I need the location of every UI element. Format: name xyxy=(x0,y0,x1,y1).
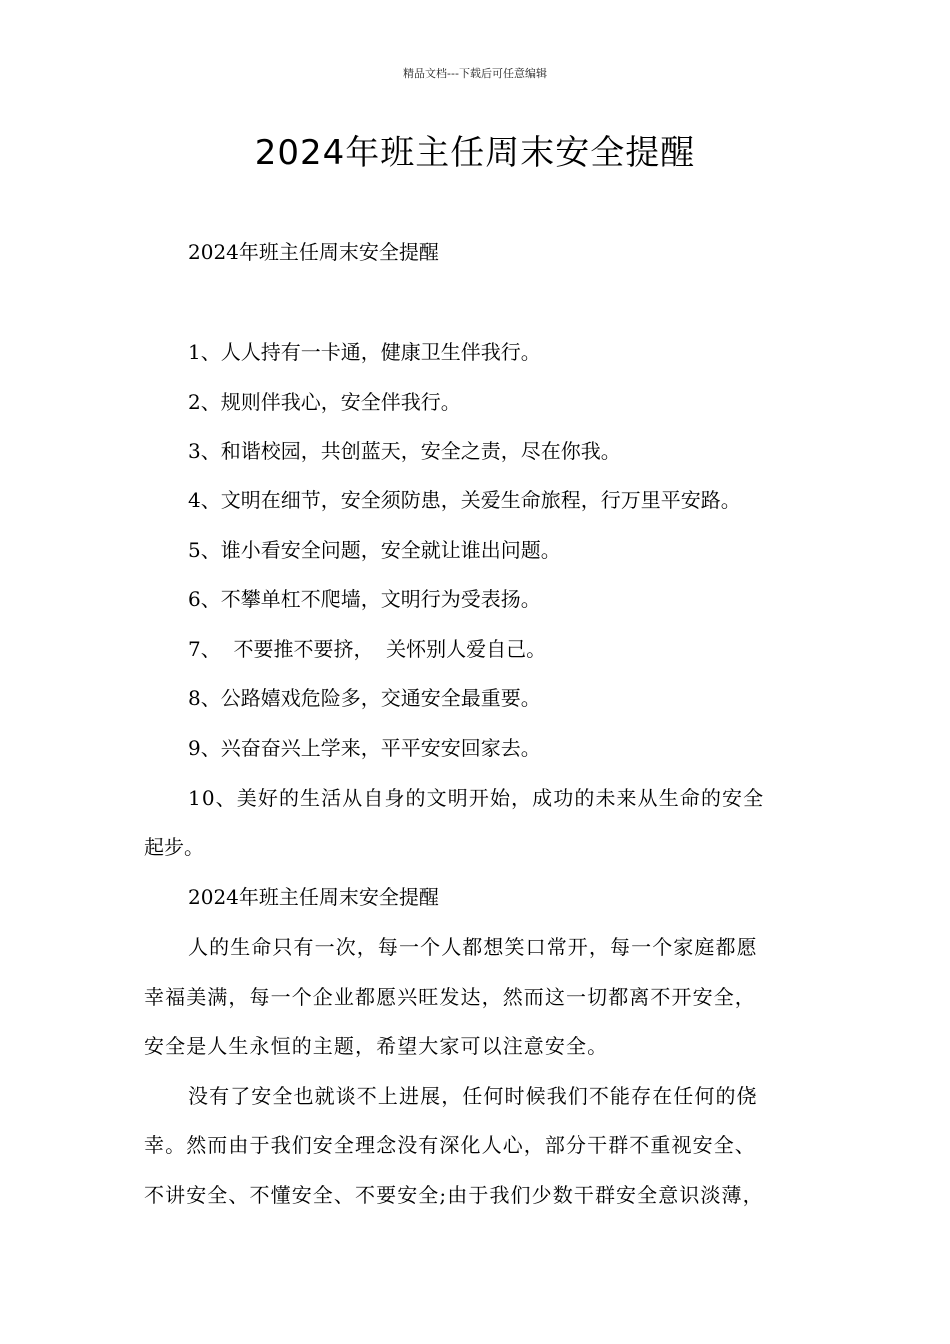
list-item: 7、 不要推不要挤， 关怀别人爱自己。 xyxy=(188,637,547,661)
list-item: 9、兴奋奋兴上学来，平平安安回家去。 xyxy=(188,736,541,760)
page-header: 精品文档---下载后可任意编辑 xyxy=(403,67,547,80)
list-item: 8、公路嬉戏危险多，交通安全最重要。 xyxy=(188,686,541,710)
paragraph-line: 没有了安全也就谈不上进展，任何时候我们不能存在任何的侥 xyxy=(188,1084,758,1108)
list-item: 10、美好的生活从自身的文明开始，成功的未来从生命的安全 xyxy=(188,786,765,810)
document-title: 2024年班主任周末安全提醒 xyxy=(254,133,696,173)
paragraph-line: 人的生命只有一次，每一个人都想笑口常开，每一个家庭都愿 xyxy=(188,935,758,959)
section-heading: 2024年班主任周末安全提醒 xyxy=(188,240,439,264)
list-item-continuation: 起步。 xyxy=(144,835,204,859)
paragraph-line: 安全是人生永恒的主题，希望大家可以注意安全。 xyxy=(144,1034,609,1058)
list-item: 2、规则伴我心，安全伴我行。 xyxy=(188,390,461,414)
list-item: 1、人人持有一卡通，健康卫生伴我行。 xyxy=(188,340,541,364)
list-item: 5、谁小看安全问题，安全就让谁出问题。 xyxy=(188,538,561,562)
paragraph-line: 幸福美满，每一个企业都愿兴旺发达，然而这一切都离不开安全， xyxy=(144,985,756,1009)
paragraph-line: 幸。然而由于我们安全理念没有深化人心，部分干群不重视安全、 xyxy=(144,1133,756,1157)
section-heading: 2024年班主任周末安全提醒 xyxy=(188,885,439,909)
list-item: 4、文明在细节，安全须防患，关爱生命旅程，行万里平安路。 xyxy=(188,488,741,512)
list-item: 6、不攀单杠不爬墙，文明行为受表扬。 xyxy=(188,587,541,611)
paragraph-line: 不讲安全、不懂安全、不要安全;由于我们少数干群安全意识淡薄， xyxy=(144,1183,764,1207)
list-item: 3、和谐校园，共创蓝天，安全之责，尽在你我。 xyxy=(188,439,621,463)
